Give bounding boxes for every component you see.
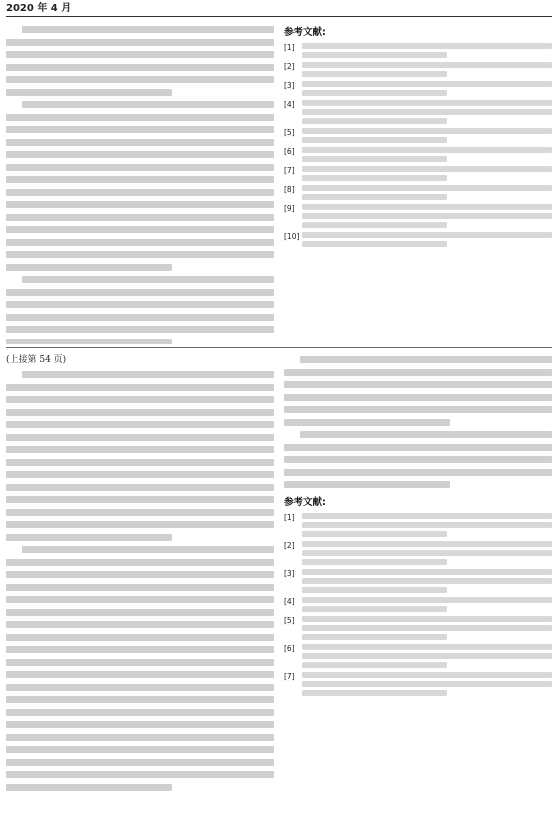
references-heading: 参考文献:	[284, 497, 326, 508]
reference-item	[284, 166, 552, 181]
text-line	[284, 419, 450, 426]
text-line	[6, 89, 172, 96]
text-line	[6, 596, 274, 603]
text-line	[6, 609, 274, 616]
text-line	[6, 339, 172, 345]
issue-date: 2020 年 4 月	[6, 3, 72, 14]
text-line	[6, 264, 172, 271]
text-line	[6, 434, 274, 441]
text-line	[6, 164, 274, 171]
text-line	[6, 384, 274, 391]
text-line	[284, 369, 552, 376]
reference-list	[284, 513, 552, 696]
text-line	[284, 456, 552, 463]
reference-number: [3]	[284, 81, 295, 90]
bottom-article	[6, 354, 552, 810]
reference-number: [2]	[284, 541, 295, 550]
reference-number: [1]	[284, 513, 295, 522]
text-line	[300, 431, 552, 438]
text-line	[6, 559, 274, 566]
reference-item	[284, 541, 552, 565]
text-line	[6, 459, 274, 466]
text-line	[6, 126, 274, 133]
reference-item	[284, 100, 552, 124]
top-article-body-text	[6, 24, 274, 344]
text-line	[6, 696, 274, 703]
text-line	[6, 634, 274, 641]
bottom-article-left-column	[6, 354, 274, 810]
text-line	[6, 734, 274, 741]
reference-item	[284, 62, 552, 77]
text-line	[6, 176, 274, 183]
text-line	[6, 139, 274, 146]
reference-number: [3]	[284, 569, 295, 578]
text-line	[6, 671, 274, 678]
text-line	[6, 251, 274, 258]
text-line	[6, 496, 274, 503]
text-line	[6, 709, 274, 716]
text-line	[6, 771, 274, 778]
reference-number: [5]	[284, 128, 295, 137]
reference-item	[284, 644, 552, 668]
text-line	[22, 276, 274, 283]
text-line	[6, 646, 274, 653]
reference-number: [4]	[284, 100, 295, 109]
text-line	[6, 396, 274, 403]
reference-list	[284, 43, 552, 247]
text-line	[6, 484, 274, 491]
reference-item	[284, 616, 552, 640]
text-line	[6, 721, 274, 728]
text-line	[6, 571, 274, 578]
text-line	[284, 381, 552, 388]
text-line	[284, 394, 552, 401]
reference-item	[284, 597, 552, 612]
reference-number: [4]	[284, 597, 295, 606]
reference-number: [7]	[284, 672, 295, 681]
reference-item	[284, 204, 552, 228]
reference-number: [6]	[284, 147, 295, 156]
text-line	[22, 101, 274, 108]
text-line	[22, 371, 274, 378]
reference-item	[284, 185, 552, 200]
article-separator	[6, 347, 552, 348]
text-line	[6, 446, 274, 453]
references-heading: 参考文献:	[284, 27, 326, 38]
text-line	[6, 301, 274, 308]
text-line	[6, 214, 274, 221]
reference-item	[284, 232, 552, 247]
text-line	[284, 481, 450, 488]
bottom-article-body-text-continued	[284, 354, 552, 488]
text-line	[6, 114, 274, 121]
text-line	[6, 409, 274, 416]
text-line	[6, 76, 274, 83]
text-line	[6, 239, 274, 246]
reference-item	[284, 569, 552, 593]
bottom-article-right-column	[284, 354, 552, 810]
text-line	[6, 534, 172, 541]
text-line	[6, 746, 274, 753]
text-line	[6, 289, 274, 296]
reference-number: [1]	[284, 43, 295, 52]
text-line	[6, 39, 274, 46]
reference-item	[284, 147, 552, 162]
text-line	[6, 509, 274, 516]
text-line	[6, 684, 274, 691]
text-line	[6, 759, 274, 766]
text-line	[22, 546, 274, 553]
text-line	[6, 521, 274, 528]
text-line	[284, 406, 552, 413]
text-line	[284, 469, 552, 476]
text-line	[6, 314, 274, 321]
reference-item	[284, 513, 552, 537]
text-line	[6, 659, 274, 666]
text-line	[6, 471, 274, 478]
reference-number: [9]	[284, 204, 295, 213]
reference-number: [2]	[284, 62, 295, 71]
text-line	[284, 444, 552, 451]
text-line	[6, 226, 274, 233]
reference-item	[284, 672, 552, 696]
text-line	[6, 51, 274, 58]
reference-number: [8]	[284, 185, 295, 194]
text-line	[6, 189, 274, 196]
text-line	[6, 421, 274, 428]
text-line	[6, 151, 274, 158]
reference-item	[284, 128, 552, 143]
text-line	[6, 784, 172, 791]
top-article-right-column	[284, 24, 552, 344]
reference-number: [7]	[284, 166, 295, 175]
reference-item	[284, 43, 552, 58]
top-article	[6, 24, 552, 344]
text-line	[300, 356, 552, 363]
page-header	[6, 2, 552, 17]
text-line	[6, 201, 274, 208]
bottom-article-body-text	[6, 369, 274, 791]
reference-number: [10]	[284, 232, 300, 241]
top-article-left-column	[6, 24, 274, 344]
text-line	[6, 64, 274, 71]
continuation-note: (上接第 54 页)	[6, 355, 67, 365]
text-line	[6, 584, 274, 591]
reference-number: [5]	[284, 616, 295, 625]
text-line	[6, 326, 274, 333]
reference-number: [6]	[284, 644, 295, 653]
reference-item	[284, 81, 552, 96]
text-line	[6, 621, 274, 628]
text-line	[22, 26, 274, 33]
